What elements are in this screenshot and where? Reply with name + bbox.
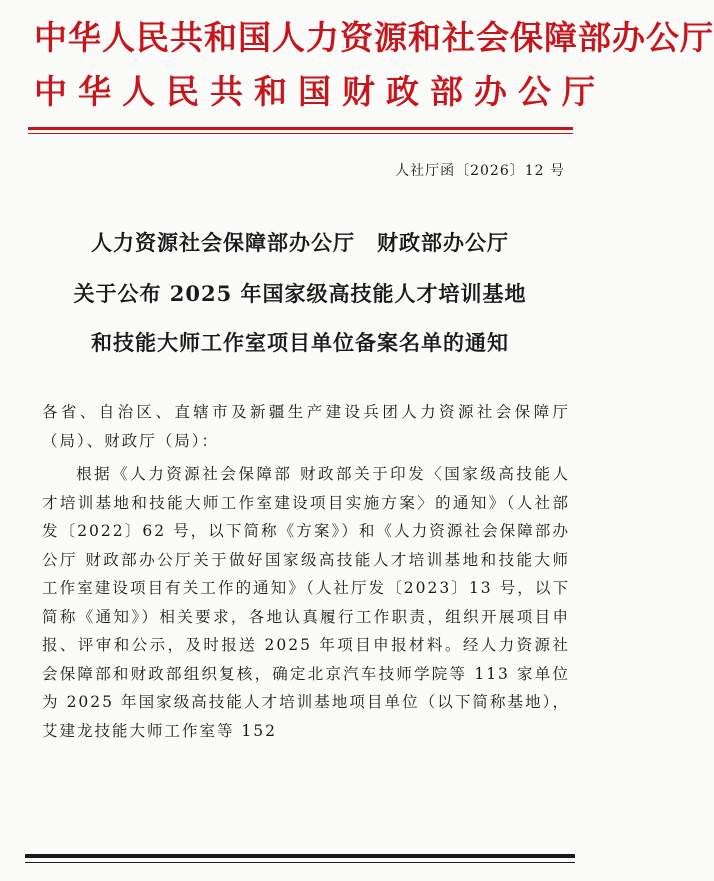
title-line-2: 关于公布 2025 年国家级高技能人才培训基地 bbox=[73, 281, 527, 306]
footer-divider-thick bbox=[25, 854, 575, 858]
letterhead-line-1: 中华人民共和国人力资源和社会保障部办公厅 bbox=[34, 18, 714, 57]
letterhead-divider-thin bbox=[28, 133, 573, 134]
document-number: 人社厅函〔2026〕12 号 bbox=[395, 163, 565, 179]
letterhead-divider-thick bbox=[28, 127, 573, 130]
letterhead-line-2: 中华人民共和国财政部办公厅 bbox=[34, 72, 606, 111]
footer-divider-thin bbox=[25, 862, 575, 863]
title-line-1: 人力资源社会保障部办公厅 财政部办公厅 bbox=[91, 230, 509, 255]
title-line-3: 和技能大师工作室项目单位备案名单的通知 bbox=[91, 330, 509, 355]
body-paragraph-1: 根据《人力资源社会保障部 财政部关于印发〈国家级高技能人才培训基地和技能大师工作室建设项目实施方案〉的通知》（人社部发〔2022〕62 号，以下简称《方案》）和《人力资源社会保障部办公厅 财政部办公厅关于做好国家级高技能人才培训基地和技能大师工作室建设项目有关工作的通知》（人社厅发〔2023〕13 号，以下简称《通知》）相关要求，各地认真履行工作职责，组织开展项目申报、评审和公示，及时报送 2025 年项目申报材料。经人力资源社会保障部和财政部组织复核，确定北京汽车技师学院等 113 家单位为 2025 年国家级高技能人才培训基地项目单位（以下简称基地），艾建龙技能大师工作室等 152 bbox=[42, 465, 570, 740]
salutation: 各省、自治区、直辖市及新疆生产建设兵团人力资源社会保障厅（局）、财政厅（局）： bbox=[42, 403, 570, 450]
